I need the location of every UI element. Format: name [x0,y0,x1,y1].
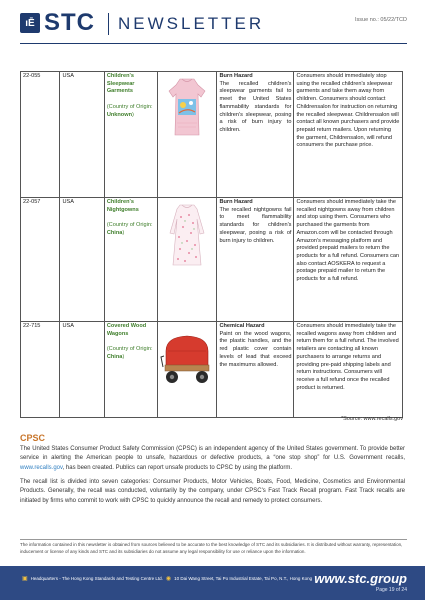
product-image-cell [158,72,217,198]
stc-logo-icon: ıĒ [20,13,40,33]
origin-prefix: (Country of Origin: [106,222,153,229]
product-origin [107,222,156,237]
source-note: *Source: www.recalls.gov [340,416,403,422]
hazard-description: The recalled nightgowns fail to meet flammability standards for children's sleepwear, posing a risk of burn injury to children. [219,206,292,244]
recall-country: USA [60,322,104,418]
website-link[interactable]: www.stc.group [314,571,407,586]
recall-product [104,322,158,418]
page-footer [0,566,425,600]
origin-prefix: (Country of Origin: [106,104,153,111]
header-divider [108,13,109,35]
origin-value: China [106,354,123,361]
recall-product [104,72,158,198]
cpsc-p1-tail: , has been created. Publics can report unsafe products to CPSC by using the platform. [62,464,293,471]
remedy-text: Consumers should immediately stop using the recalled children's sleepwear garments and take them away from children. Consumers should contact Childrensalon for instruction on returning the recalled sleepwear. Childrensalon will contact all known purchasers and provide prepaid return mailers. Upon returning the garment, Childrensalon, will refund consumers the purchase price. [294,72,403,198]
hq-label: Headquarters - The Hong Kong Standards and Testing Centre Ltd. [30,576,163,581]
cpsc-paragraph-2: The recall list is divided into seven categories: Consumer Products, Motor Vehicles, Boats, Food, Medicine, Cosmetics and Environmental Products. Generally, the recall was conducted, voluntarily by the company, under CPSC's Fast Track Recall program. Fast Track recalls are initiated by firms who commit to work with CPSC to quickly announce the recall and remedy to protect consumers. [20,479,405,504]
disclaimer-text: The information contained in this newsletter is obtained from sources believed to be accurate to the best knowledge of STC and its subsidiaries. It is distributed without warranty, representation, inducement or license of any kinds and STC and its subsidiaries do not assume any legal responsibility for use or reliance upon the information. [20,542,403,554]
pink-sleep-gown-image [167,77,207,137]
hazard-title: Chemical Hazard [219,323,265,329]
origin-value: China [106,230,123,237]
hazard-cell [217,72,294,198]
cpsc-paragraph-1 [20,445,405,473]
disclaimer-rule [20,539,407,540]
product-image-cell [158,322,217,418]
recall-id: 22-715 [21,322,60,418]
table-row [21,72,403,198]
recall-country: USA [60,72,104,198]
newsletter-title: NEWSLETTER [118,14,265,33]
recall-id: 22-057 [21,198,60,322]
hazard-cell [217,198,294,322]
floral-nightgown-image [167,203,207,267]
product-name: Covered Wood Wagons [106,323,147,337]
red-wagon-image [160,327,214,387]
hazard-cell [217,322,294,418]
recall-id: 22-055 [21,72,60,198]
product-origin [107,346,156,361]
origin-suffix: ) [122,230,125,237]
origin-prefix: (Country of Origin: [106,346,153,353]
hazard-description: Paint on the wood wagons, the plastic handles, and the red plastic cover contain levels of lead that exceed the maximums allowed. [219,330,292,368]
recall-product [104,198,158,322]
issue-number: Issue no.: 05/22/TCD [355,17,407,23]
recalls-gov-link[interactable]: www.recalls.gov [20,464,63,471]
hazard-description: The recalled children's sleepwear garments fail to meet the United States flammability standards for children's sleepwear, posing a risk of burn injury to children. [219,80,292,134]
product-name: Children's Nightgowns [106,199,139,213]
origin-suffix: ) [122,354,125,361]
recall-table [20,71,403,418]
brand-name: STC [44,9,95,36]
building-icon: ▣ [22,576,28,582]
header-rule [20,43,407,44]
hazard-title: Burn Hazard [219,73,253,79]
remedy-text: Consumers should immediately take the recalled nightgowns away from children and stop using them. Consumers who purchased the garments from Amazon.com will be contacted through Amazon's messaging platform and provided prepaid mailers to return the products for a full refund. Consumers can also contact AOSKERA to request a postage prepaid mailer to return the products for a full refund. [294,198,403,322]
footer-address [22,575,312,582]
product-name: Children's Sleepwear Garments [106,73,135,95]
location-pin-icon: ◉ [165,576,172,582]
hq-address: 10 Dai Wang Street, Tai Po Industrial Estate, Tai Po, N.T., Hong Kong [174,576,313,581]
hazard-title: Burn Hazard [219,199,253,205]
page-header [0,0,425,44]
page-number: Page 19 of 24 [375,587,407,593]
table-row [21,322,403,418]
origin-value: Unknown [106,111,132,118]
recall-country: USA [60,198,104,322]
product-origin [107,104,156,119]
remedy-text: Consumers should immediately take the recalled wagons away from children and return them for a full refund. The involved retailers are contacting all known purchasers to arrange returns and providing pre-paid shipping labels and return instructions. Consumers will receive a full refund once the recalled product is returned. [294,322,403,418]
product-image-cell [158,198,217,322]
cpsc-heading: CPSC [20,433,46,443]
cpsc-p1-text: The United States Consumer Product Safety Commission (CPSC) is an independent agency of the United States government. To provide better service in alerting the American people to unsafe, hazardous or defective products, a “one stop shop” for U.S. Government recalls, [20,446,405,462]
origin-suffix: ) [131,111,134,118]
table-row [21,198,403,322]
